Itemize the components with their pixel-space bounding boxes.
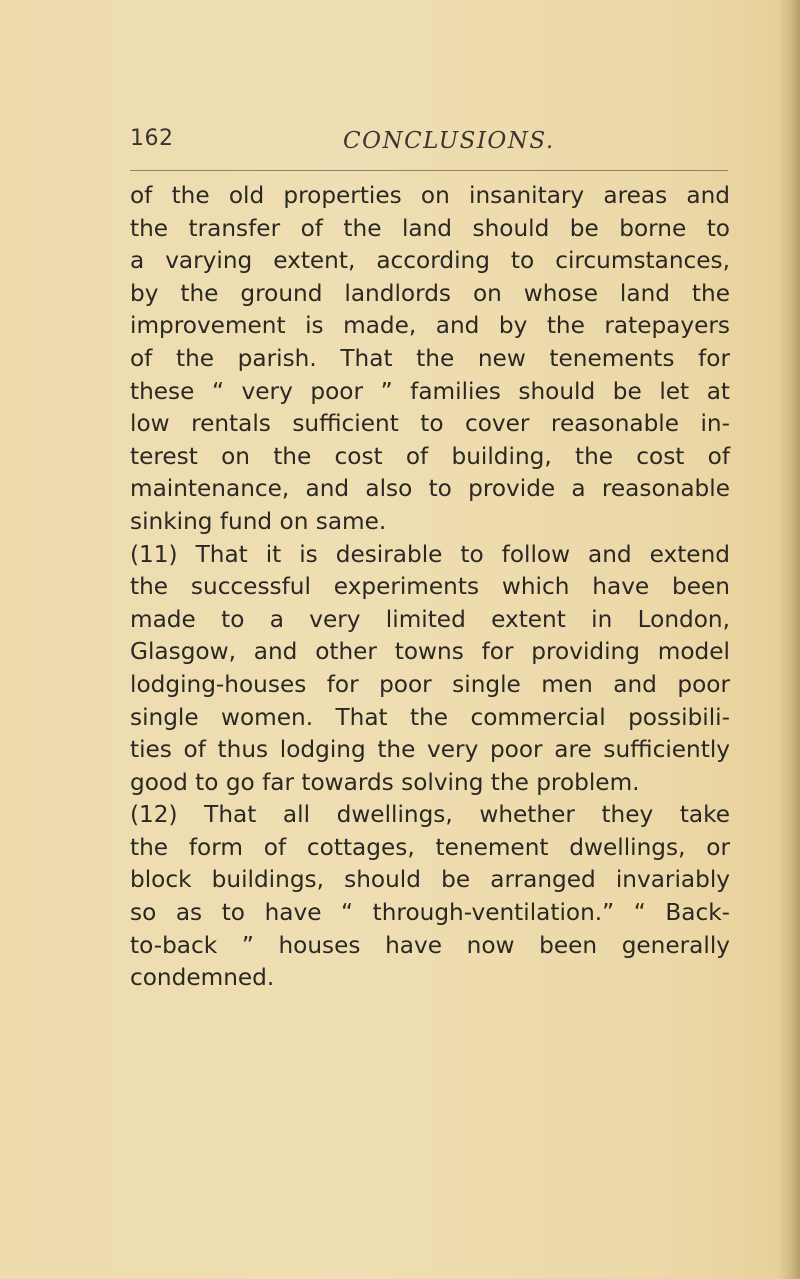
text-line: of the parish. That the new tenements for <box>130 344 730 372</box>
text-line: a varying extent, according to circumstances, <box>130 247 730 275</box>
text-line: terest on the cost of building, the cost of <box>130 442 730 470</box>
running-head <box>130 126 728 162</box>
text-line: of the old properties on insanitary areas and <box>130 182 730 209</box>
text-line: maintenance, and also to provide a reasonable <box>130 475 730 503</box>
text-line: lodging-houses for poor single men and poor <box>130 670 730 698</box>
text-line: the form of cottages, tenement dwellings, or <box>130 833 730 861</box>
text-line: low rentals sufficient to cover reasonable in- <box>130 410 730 438</box>
text-line: so as to have “ through-ventilation.” “ Back- <box>130 899 730 927</box>
text-line: ties of thus lodging the very poor are sufficiently <box>130 736 730 764</box>
page-edge-shadow <box>778 0 800 1279</box>
body-text <box>130 180 730 995</box>
text-line: by the ground landlords on whose land the <box>130 279 730 307</box>
text-line: Glasgow, and other towns for providing model <box>130 638 730 666</box>
text-line: these “ very poor ” families should be let at <box>130 377 730 405</box>
text-line: (12) That all dwellings, whether they take <box>130 801 730 829</box>
running-title: CONCLUSIONS. <box>343 128 555 154</box>
text-line: good to go far towards solving the problem. <box>130 768 640 796</box>
text-line: the successful experiments which have been <box>130 573 730 601</box>
text-line: single women. That the commercial possibili- <box>130 703 730 731</box>
page-number: 162 <box>130 126 174 151</box>
text-line: the transfer of the land should be borne to <box>130 214 730 242</box>
text-line: condemned. <box>130 964 275 992</box>
text-line: block buildings, should be arranged invariably <box>130 866 730 894</box>
text-line: to-back ” houses have now been generally <box>130 931 730 959</box>
header-rule <box>130 170 728 171</box>
text-line: sinking fund on same. <box>130 507 387 535</box>
text-line: improvement is made, and by the ratepayers <box>130 312 730 340</box>
text-line: (11) That it is desirable to follow and extend <box>130 540 730 568</box>
text-line: made to a very limited extent in London, <box>130 605 730 633</box>
